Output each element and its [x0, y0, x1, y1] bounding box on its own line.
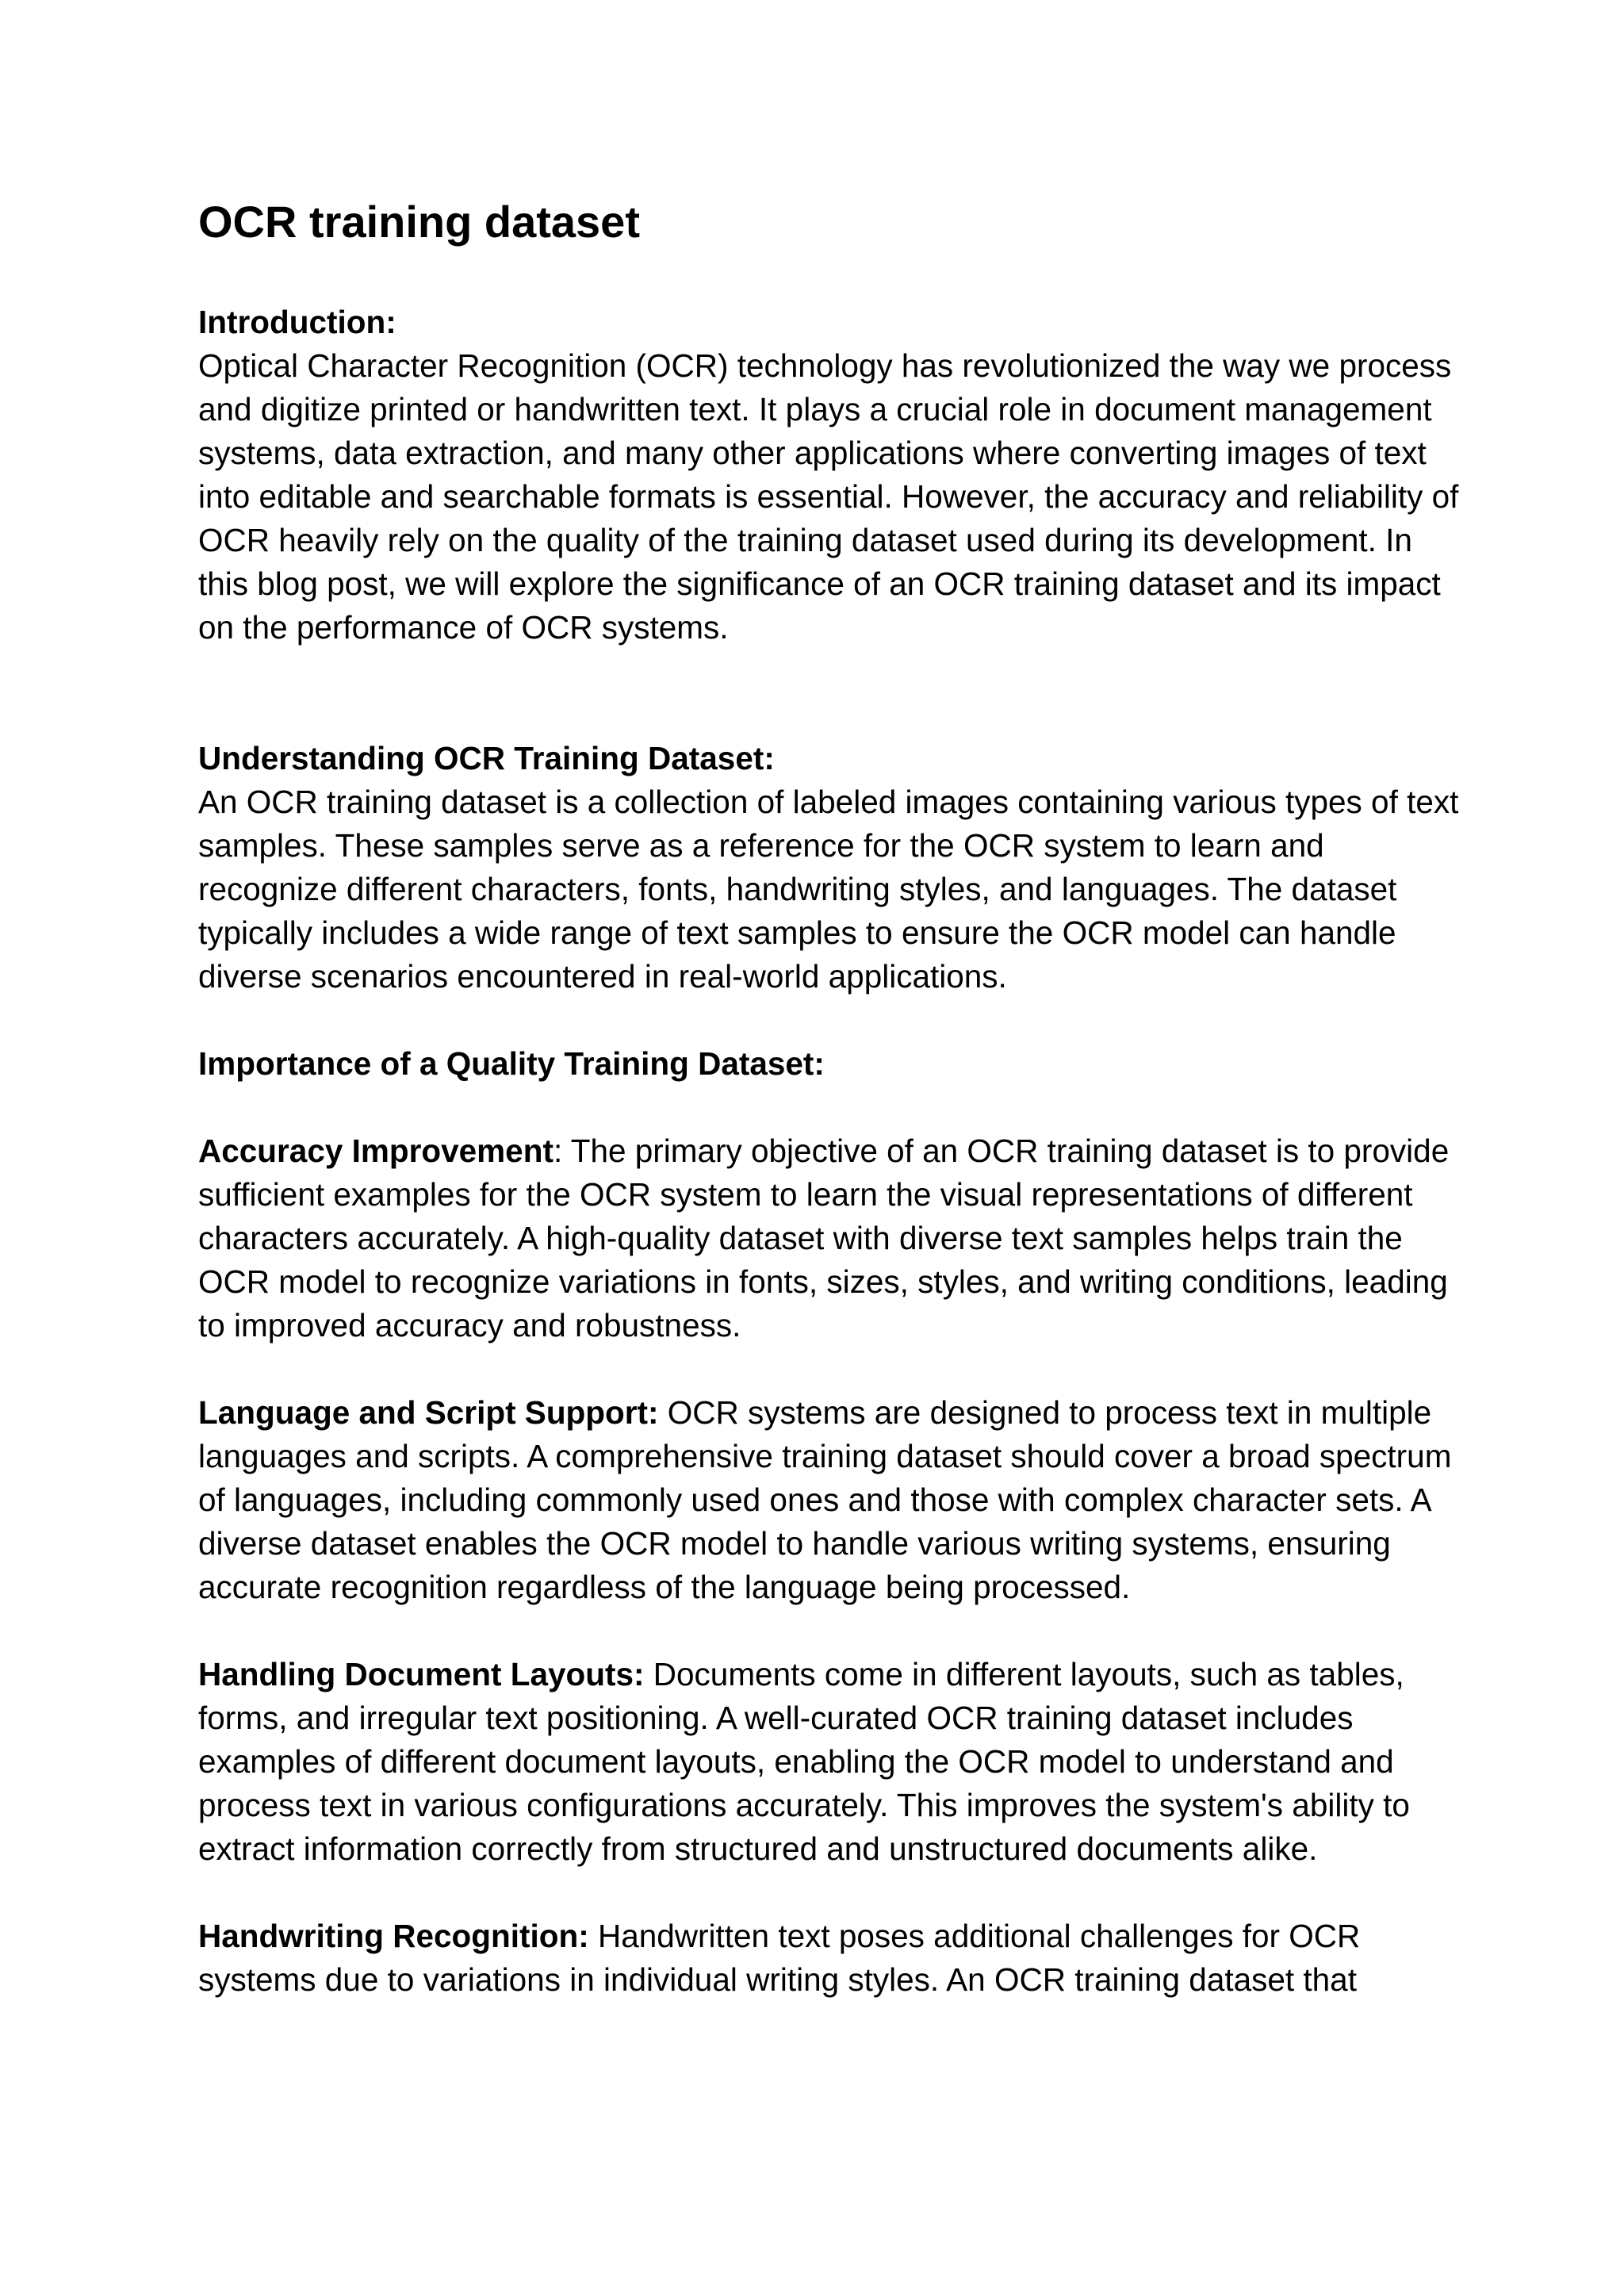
text-handwriting: Handwritten text poses additional challenges for OCR systems due to variations in individual writing styles. An OCR training dataset that	[198, 1918, 1361, 1998]
paragraph-layouts	[198, 1653, 1467, 1871]
term-accuracy: Accuracy Improvement	[198, 1133, 553, 1169]
page-title: OCR training dataset	[198, 197, 640, 247]
paragraph-accuracy	[198, 1129, 1467, 1347]
intro-heading: Introduction:	[198, 304, 396, 340]
term-handwriting: Handwriting Recognition:	[198, 1918, 589, 1954]
paragraph-handwriting	[198, 1915, 1467, 2002]
intro-section	[198, 301, 1467, 650]
term-layouts: Handling Document Layouts:	[198, 1656, 645, 1692]
paragraph-language	[198, 1391, 1467, 1609]
text-layouts: Documents come in different layouts, such as tables, forms, and irregular text positioning. A well-curated OCR training dataset includes examples of different document layouts, enabling the OCR model to understand and process text in various configurations accurately. This improves the system's ability to extract information correctly from structured and unstructured documents alike.	[198, 1656, 1410, 1867]
intro-text: Optical Character Recognition (OCR) technology has revolutionized the way we process and digitize printed or handwritten text. It plays a crucial role in document management systems, data extraction, and many other applications where converting images of text into editable and searchable formats is essential. However, the accuracy and reliability of OCR heavily rely on the quality of the training dataset used during its development. In this blog post, we will explore the significance of an OCR training dataset and its impact on the performance of OCR systems.	[198, 347, 1459, 646]
text-accuracy: : The primary objective of an OCR training dataset is to provide sufficient examples for the OCR system to learn the visual representations of different characters accurately. A high-quality dataset with diverse text samples helps train the OCR model to recognize variations in fonts, sizes, styles, and writing conditions, leading to improved accuracy and robustness.	[198, 1133, 1450, 1343]
understanding-text: An OCR training dataset is a collection of labeled images containing various types of text samples. These samples serve as a reference for the OCR system to learn and recognize different characters, fonts, handwriting styles, and languages. The dataset typically includes a wide range of text samples to ensure the OCR model can handle diverse scenarios encountered in real-world applications.	[198, 784, 1459, 995]
understanding-heading: Understanding OCR Training Dataset:	[198, 740, 775, 776]
understanding-section	[198, 737, 1467, 999]
document-page	[198, 187, 1467, 2002]
term-language: Language and Script Support:	[198, 1394, 659, 1431]
text-language: OCR systems are designed to process text in multiple languages and scripts. A comprehensive training dataset should cover a broad spectrum of languages, including commonly used ones and those with complex character sets. A diverse dataset enables the OCR model to handle various writing systems, ensuring accurate recognition regardless of the language being processed.	[198, 1394, 1452, 1605]
importance-heading: Importance of a Quality Training Dataset:	[198, 1045, 825, 1082]
